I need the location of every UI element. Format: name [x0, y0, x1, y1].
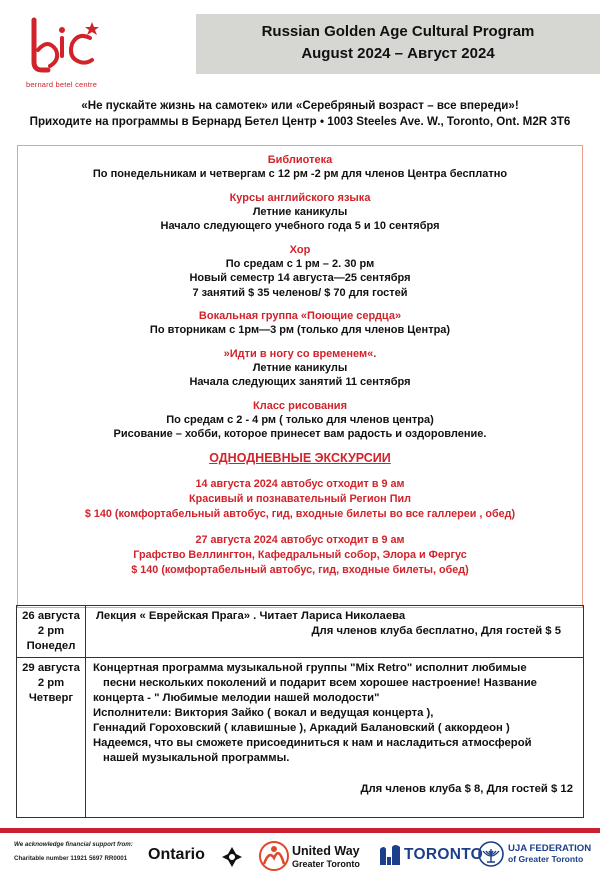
event-price: Для членов клуба $ 8, Для гостей $ 12 [360, 783, 573, 795]
header-banner [196, 14, 600, 74]
event-time: 2 pm [37, 625, 65, 637]
program-line: Летние каникулы [252, 361, 348, 374]
excursion-line: Графство Веллингтон, Кафедральный собор, Элора и Фергус [133, 548, 467, 561]
funding-acknowledgement: We acknowledge financial support from: [14, 841, 133, 848]
program-library [18, 153, 582, 182]
logo-caption: bernard betel centre [26, 80, 98, 89]
program-box [17, 145, 583, 608]
events-table [16, 605, 584, 818]
program-english [18, 191, 582, 234]
program-line: По средам с 1 рм – 2. 30 рм [225, 257, 375, 270]
event-description-line: нашей музыкальной программы. [103, 752, 290, 764]
excursion-line: 27 августа 2024 автобус отходит в 9 ам [195, 533, 405, 546]
program-line: Летние каникулы [252, 205, 348, 218]
event-day: Понедел [26, 640, 76, 652]
program-vocal-group [18, 309, 582, 338]
event-description-cell [86, 606, 584, 658]
intro-line-1: «Не пускайте жизнь на самотек» или «Серебряный возраст – все впереди»! [81, 99, 519, 112]
logo-mark-icon [26, 16, 106, 80]
event-date: 29 августа [22, 662, 80, 674]
program-title: Курсы английского языка [229, 191, 371, 204]
program-line: Рисование – хобби, которое принесет вам радость и оздоровление. [113, 428, 487, 440]
program-line: По средам с 2 - 4 рм ( только для членов центра) [166, 413, 434, 426]
intro-text [0, 98, 600, 130]
table-row [17, 606, 584, 658]
excursion-line: $ 140 (комфортабельный автобус, гид, входные билеты во все галлереи , обед) [84, 507, 516, 520]
footer-divider [0, 828, 600, 833]
toronto-city-hall-icon [378, 843, 402, 867]
excursion-item [18, 477, 582, 522]
program-title: Вокальная группа «Поющие сердца» [198, 310, 402, 322]
uja-federation-logo [508, 843, 591, 865]
excursion-item [18, 533, 582, 578]
event-description-line: Исполнители: Виктория Зайко ( вокал и ведущая концерта ), [93, 707, 434, 719]
uja-region: of Greater Toronto [508, 854, 584, 864]
event-description-line: Надеемся, что вы сможете присоединиться к нам и насладиться атмосферой [93, 737, 532, 749]
program-title: Хор [289, 243, 311, 256]
excursions-heading: ОДНОДНЕВНЫЕ ЭКСКУРСИИ [209, 450, 391, 465]
program-line: По понедельникам и четвергам с 12 рм -2 рм для членов Центра бесплатно [92, 168, 508, 180]
program-line: Начала следующих занятий 11 сентября [189, 376, 411, 388]
excursion-line: 14 августа 2024 автобус отходит в 9 ам [195, 477, 405, 490]
header-subtitle: August 2024 – Август 2024 [301, 45, 495, 62]
program-line: Новый семестр 14 августа—25 сентября [189, 272, 411, 284]
excursion-line: $ 140 (комфортабельный автобус, гид, входные билеты, обед) [131, 563, 469, 576]
program-drawing [18, 399, 582, 442]
united-way-name: United Way [292, 844, 360, 858]
event-description: Лекция « Еврейская Прага» . Читает Лариса Николаева [96, 610, 406, 622]
toronto-logo: TORONTO [404, 846, 484, 863]
program-choir [18, 243, 582, 301]
ontario-logo: Ontario [148, 846, 205, 863]
program-title: »Идти в ногу со временем«. [223, 347, 377, 360]
program-title: Класс рисования [253, 399, 347, 412]
united-way-hand-icon [259, 840, 289, 872]
excursion-line: Красивый и познавательный Регион Пил [189, 492, 411, 505]
intro-line-2: Приходите на программы в Бернард Бетел Центр • 1003 Steeles Ave. W., Toronto, Ont. M2R 3T6 [29, 115, 571, 128]
event-time: 2 pm [37, 677, 65, 689]
event-description-line: Геннадий Гороховский ( клавишные ), Аркадий Балановский ( аккордеон ) [93, 722, 510, 734]
uja-name: UJA FEDERATION [508, 843, 592, 854]
event-price: Для членов клуба бесплатно, Для гостей $ 5 [311, 625, 561, 637]
event-date: 26 августа [22, 610, 80, 622]
charity-number: Charitable number 11921 5697 RR0001 [14, 855, 128, 862]
header-title: Russian Golden Age Cultural Program [261, 23, 535, 40]
table-row [17, 658, 584, 818]
event-description-line: концерта - " Любимые мелодии нашей молодости" [93, 692, 380, 704]
program-title: Библиотека [267, 154, 333, 166]
program-line: Начало следующего учебного года 5 и 10 сентября [160, 220, 440, 232]
event-date-cell [17, 606, 86, 658]
program-line: По вторникам с 1рм—3 рм (только для членов Центра) [149, 324, 451, 336]
uja-menorah-icon [478, 841, 504, 867]
united-way-region: Greater Toronto [292, 859, 360, 869]
program-line: 7 занятий $ 35 челенов/ $ 70 для гостей [192, 286, 408, 299]
event-day: Четверг [28, 692, 74, 704]
event-description-cell [86, 658, 584, 818]
event-description-line: песни нескольких поколений и подарит всем хорошее настроение! Название [103, 677, 537, 689]
event-description-line: Концертная программа музыкальной группы "Mix Retro" исполнит любимые [93, 662, 527, 674]
bernard-betel-logo [26, 16, 106, 92]
ontario-trillium-icon [221, 846, 243, 868]
event-date-cell [17, 658, 86, 818]
program-keep-up [18, 347, 582, 390]
